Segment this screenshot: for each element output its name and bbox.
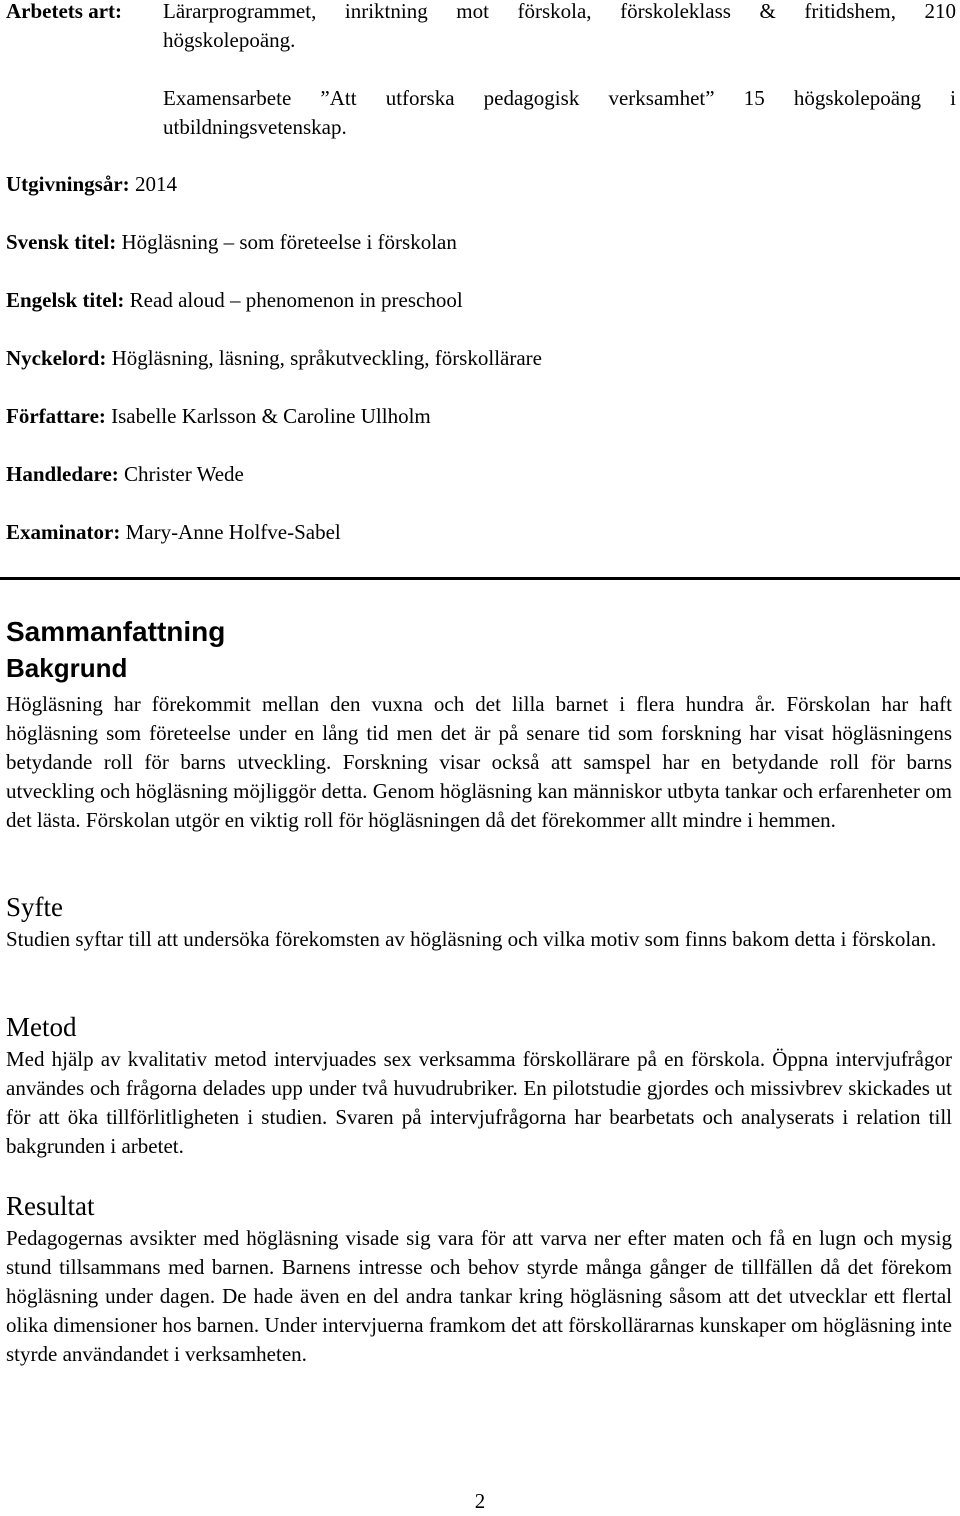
authors-value: Isabelle Karlsson & Caroline Ullholm <box>111 404 431 428</box>
supervisor-row <box>6 460 244 489</box>
keywords-row <box>6 344 542 373</box>
course-value-cont: utbildningsvetenskap. <box>163 115 347 139</box>
work-type-value-cont: högskolepoäng. <box>163 28 296 52</box>
english-title-label: Engelsk titel: <box>6 288 125 312</box>
year-row <box>6 170 177 199</box>
background-heading: Bakgrund <box>6 653 128 683</box>
swedish-title-label: Svensk titel: <box>6 230 117 254</box>
supervisor-label: Handledare: <box>6 462 119 486</box>
method-heading: Metod <box>6 1012 77 1042</box>
english-title-value: Read aloud – phenomenon in preschool <box>129 288 463 312</box>
result-heading: Resultat <box>6 1191 95 1221</box>
english-title-row <box>6 286 463 315</box>
keywords-label: Nyckelord: <box>6 346 107 370</box>
work-type-label: Arbetets art: <box>6 0 123 23</box>
purpose-paragraph: Studien syftar till att undersöka förekomsten av högläsning och vilka motiv som finns bakom detta i förskolan. <box>6 927 937 951</box>
method-paragraph: Med hjälp av kvalitativ metod intervjuades sex verksamma förskollärare på en förskola. Öppna intervjufrågor användes och frågorna delades upp under två huvudrubriker. En pilotstudie gjordes och missivbrev skickades ut för att öka tillförlitligheten i studien. Svaren på intervjufrågorna har bearbetats och analyserats i relation till bakgrunden i arbetet. <box>6 1047 952 1158</box>
authors-label: Författare: <box>6 404 106 428</box>
supervisor-value: Christer Wede <box>124 462 244 486</box>
abstract-heading: Sammanfattning <box>6 616 226 647</box>
course-value: Examensarbete ”Att utforska pedagogisk verksamhet” 15 högskolepoäng i <box>163 86 956 110</box>
purpose-heading: Syfte <box>6 892 63 922</box>
swedish-title-row <box>6 228 457 257</box>
work-type-row <box>6 0 122 26</box>
page-number: 2 <box>474 1489 486 1513</box>
year-label: Utgivningsår: <box>6 172 130 196</box>
examiner-label: Examinator: <box>6 520 121 544</box>
result-paragraph: Pedagogernas avsikter med högläsning visade sig vara för att varva ner efter maten och få en lugn och mysig stund tillsammans med barnen. Barnens intresse och behov styrde många gånger de tillfällen då det förekom högläsning under dagen. De hade även en del andra tankar kring högläsning såsom att det utvecklar ett flertal olika dimensioner hos barnen. Under intervjuerna framkom det att förskollärarnas kunskaper om högläsning inte styrde användandet i verksamheten. <box>6 1226 952 1366</box>
swedish-title-value: Högläsning – som företeelse i förskolan <box>121 230 457 254</box>
authors-row <box>6 402 431 431</box>
examiner-value: Mary-Anne Holfve-Sabel <box>125 520 341 544</box>
section-divider <box>0 577 960 580</box>
year-value: 2014 <box>134 172 177 196</box>
examiner-row <box>6 518 341 547</box>
keywords-value: Högläsning, läsning, språkutveckling, förskollärare <box>111 346 542 370</box>
work-type-value: Lärarprogrammet, inriktning mot förskola, förskoleklass & fritidshem, 210 <box>163 0 956 23</box>
background-paragraph: Högläsning har förekommit mellan den vuxna och det lilla barnet i flera hundra år. Förskolan har haft högläsning som företeelse under en lång tid men det är på senare tid som forskning har visat högläsningens betydande roll för barns utveckling. Forskning visar också att samspel har en betydande roll för barns utveckling och högläsning möjliggör detta. Genom högläsning kan människor utbyta tankar och erfarenheter om det lästa. Förskolan utgör en viktig roll för högläsningen då det förekommer allt mindre i hemmen. <box>6 692 952 832</box>
